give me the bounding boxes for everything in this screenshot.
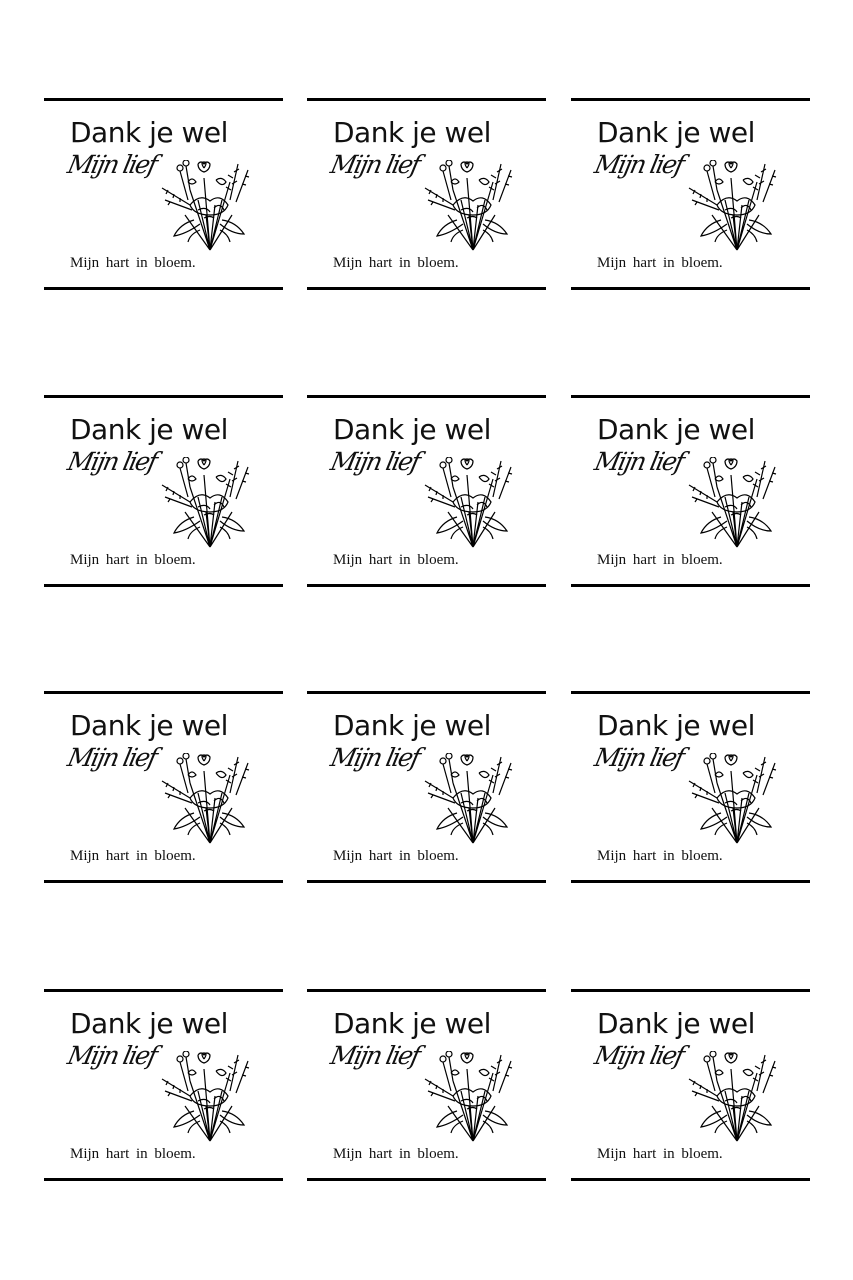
top-rule <box>571 989 810 992</box>
flower-bouquet-icon <box>160 160 260 252</box>
top-rule <box>307 98 546 101</box>
card-subtitle: Mijn lief <box>591 447 686 476</box>
bottom-rule <box>571 287 810 290</box>
thank-you-card <box>571 98 810 290</box>
flower-bouquet-icon <box>160 457 260 549</box>
card-tagline: Mijn hart in bloem. <box>70 255 196 271</box>
top-rule <box>44 395 283 398</box>
thank-you-card <box>307 395 546 587</box>
card-tagline: Mijn hart in bloem. <box>333 848 459 864</box>
bottom-rule <box>44 1178 283 1181</box>
flower-bouquet-icon <box>687 753 787 845</box>
card-tagline: Mijn hart in bloem. <box>70 848 196 864</box>
card-tagline: Mijn hart in bloem. <box>597 848 723 864</box>
card-subtitle: Mijn lief <box>327 1041 422 1070</box>
thank-you-card <box>571 989 810 1181</box>
card-title: Dank je wel <box>597 116 755 149</box>
card-tagline: Mijn hart in bloem. <box>597 552 723 568</box>
bottom-rule <box>571 880 810 883</box>
top-rule <box>44 98 283 101</box>
bottom-rule <box>44 287 283 290</box>
card-subtitle: Mijn lief <box>591 743 686 772</box>
flower-bouquet-icon <box>423 457 523 549</box>
top-rule <box>307 989 546 992</box>
thank-you-card <box>44 989 283 1181</box>
flower-bouquet-icon <box>160 1051 260 1143</box>
card-title: Dank je wel <box>333 1007 491 1040</box>
thank-you-card <box>44 691 283 883</box>
card-tagline: Mijn hart in bloem. <box>333 1146 459 1162</box>
card-tagline: Mijn hart in bloem. <box>597 1146 723 1162</box>
card-subtitle: Mijn lief <box>64 1041 159 1070</box>
card-title: Dank je wel <box>333 413 491 446</box>
flower-bouquet-icon <box>687 457 787 549</box>
flower-bouquet-icon <box>687 160 787 252</box>
card-title: Dank je wel <box>597 709 755 742</box>
thank-you-card <box>44 395 283 587</box>
bottom-rule <box>571 584 810 587</box>
card-title: Dank je wel <box>597 1007 755 1040</box>
card-title: Dank je wel <box>70 116 228 149</box>
thank-you-card <box>44 98 283 290</box>
bottom-rule <box>571 1178 810 1181</box>
flower-bouquet-icon <box>687 1051 787 1143</box>
thank-you-card <box>307 989 546 1181</box>
card-title: Dank je wel <box>333 709 491 742</box>
flower-bouquet-icon <box>423 753 523 845</box>
top-rule <box>44 691 283 694</box>
thank-you-card <box>571 395 810 587</box>
card-tagline: Mijn hart in bloem. <box>597 255 723 271</box>
card-title: Dank je wel <box>597 413 755 446</box>
card-tagline: Mijn hart in bloem. <box>70 1146 196 1162</box>
card-subtitle: Mijn lief <box>591 150 686 179</box>
thank-you-card <box>307 98 546 290</box>
card-subtitle: Mijn lief <box>64 743 159 772</box>
top-rule <box>571 691 810 694</box>
card-tagline: Mijn hart in bloem. <box>70 552 196 568</box>
top-rule <box>44 989 283 992</box>
bottom-rule <box>307 1178 546 1181</box>
card-subtitle: Mijn lief <box>64 447 159 476</box>
card-tagline: Mijn hart in bloem. <box>333 552 459 568</box>
top-rule <box>571 98 810 101</box>
card-subtitle: Mijn lief <box>327 150 422 179</box>
bottom-rule <box>307 287 546 290</box>
bottom-rule <box>307 584 546 587</box>
card-subtitle: Mijn lief <box>327 743 422 772</box>
card-subtitle: Mijn lief <box>327 447 422 476</box>
card-title: Dank je wel <box>333 116 491 149</box>
bottom-rule <box>307 880 546 883</box>
card-tagline: Mijn hart in bloem. <box>333 255 459 271</box>
card-title: Dank je wel <box>70 1007 228 1040</box>
thank-you-card <box>571 691 810 883</box>
top-rule <box>307 395 546 398</box>
flower-bouquet-icon <box>160 753 260 845</box>
top-rule <box>571 395 810 398</box>
card-subtitle: Mijn lief <box>591 1041 686 1070</box>
bottom-rule <box>44 584 283 587</box>
thank-you-card <box>307 691 546 883</box>
flower-bouquet-icon <box>423 1051 523 1143</box>
bottom-rule <box>44 880 283 883</box>
flower-bouquet-icon <box>423 160 523 252</box>
card-title: Dank je wel <box>70 709 228 742</box>
card-subtitle: Mijn lief <box>64 150 159 179</box>
top-rule <box>307 691 546 694</box>
card-title: Dank je wel <box>70 413 228 446</box>
